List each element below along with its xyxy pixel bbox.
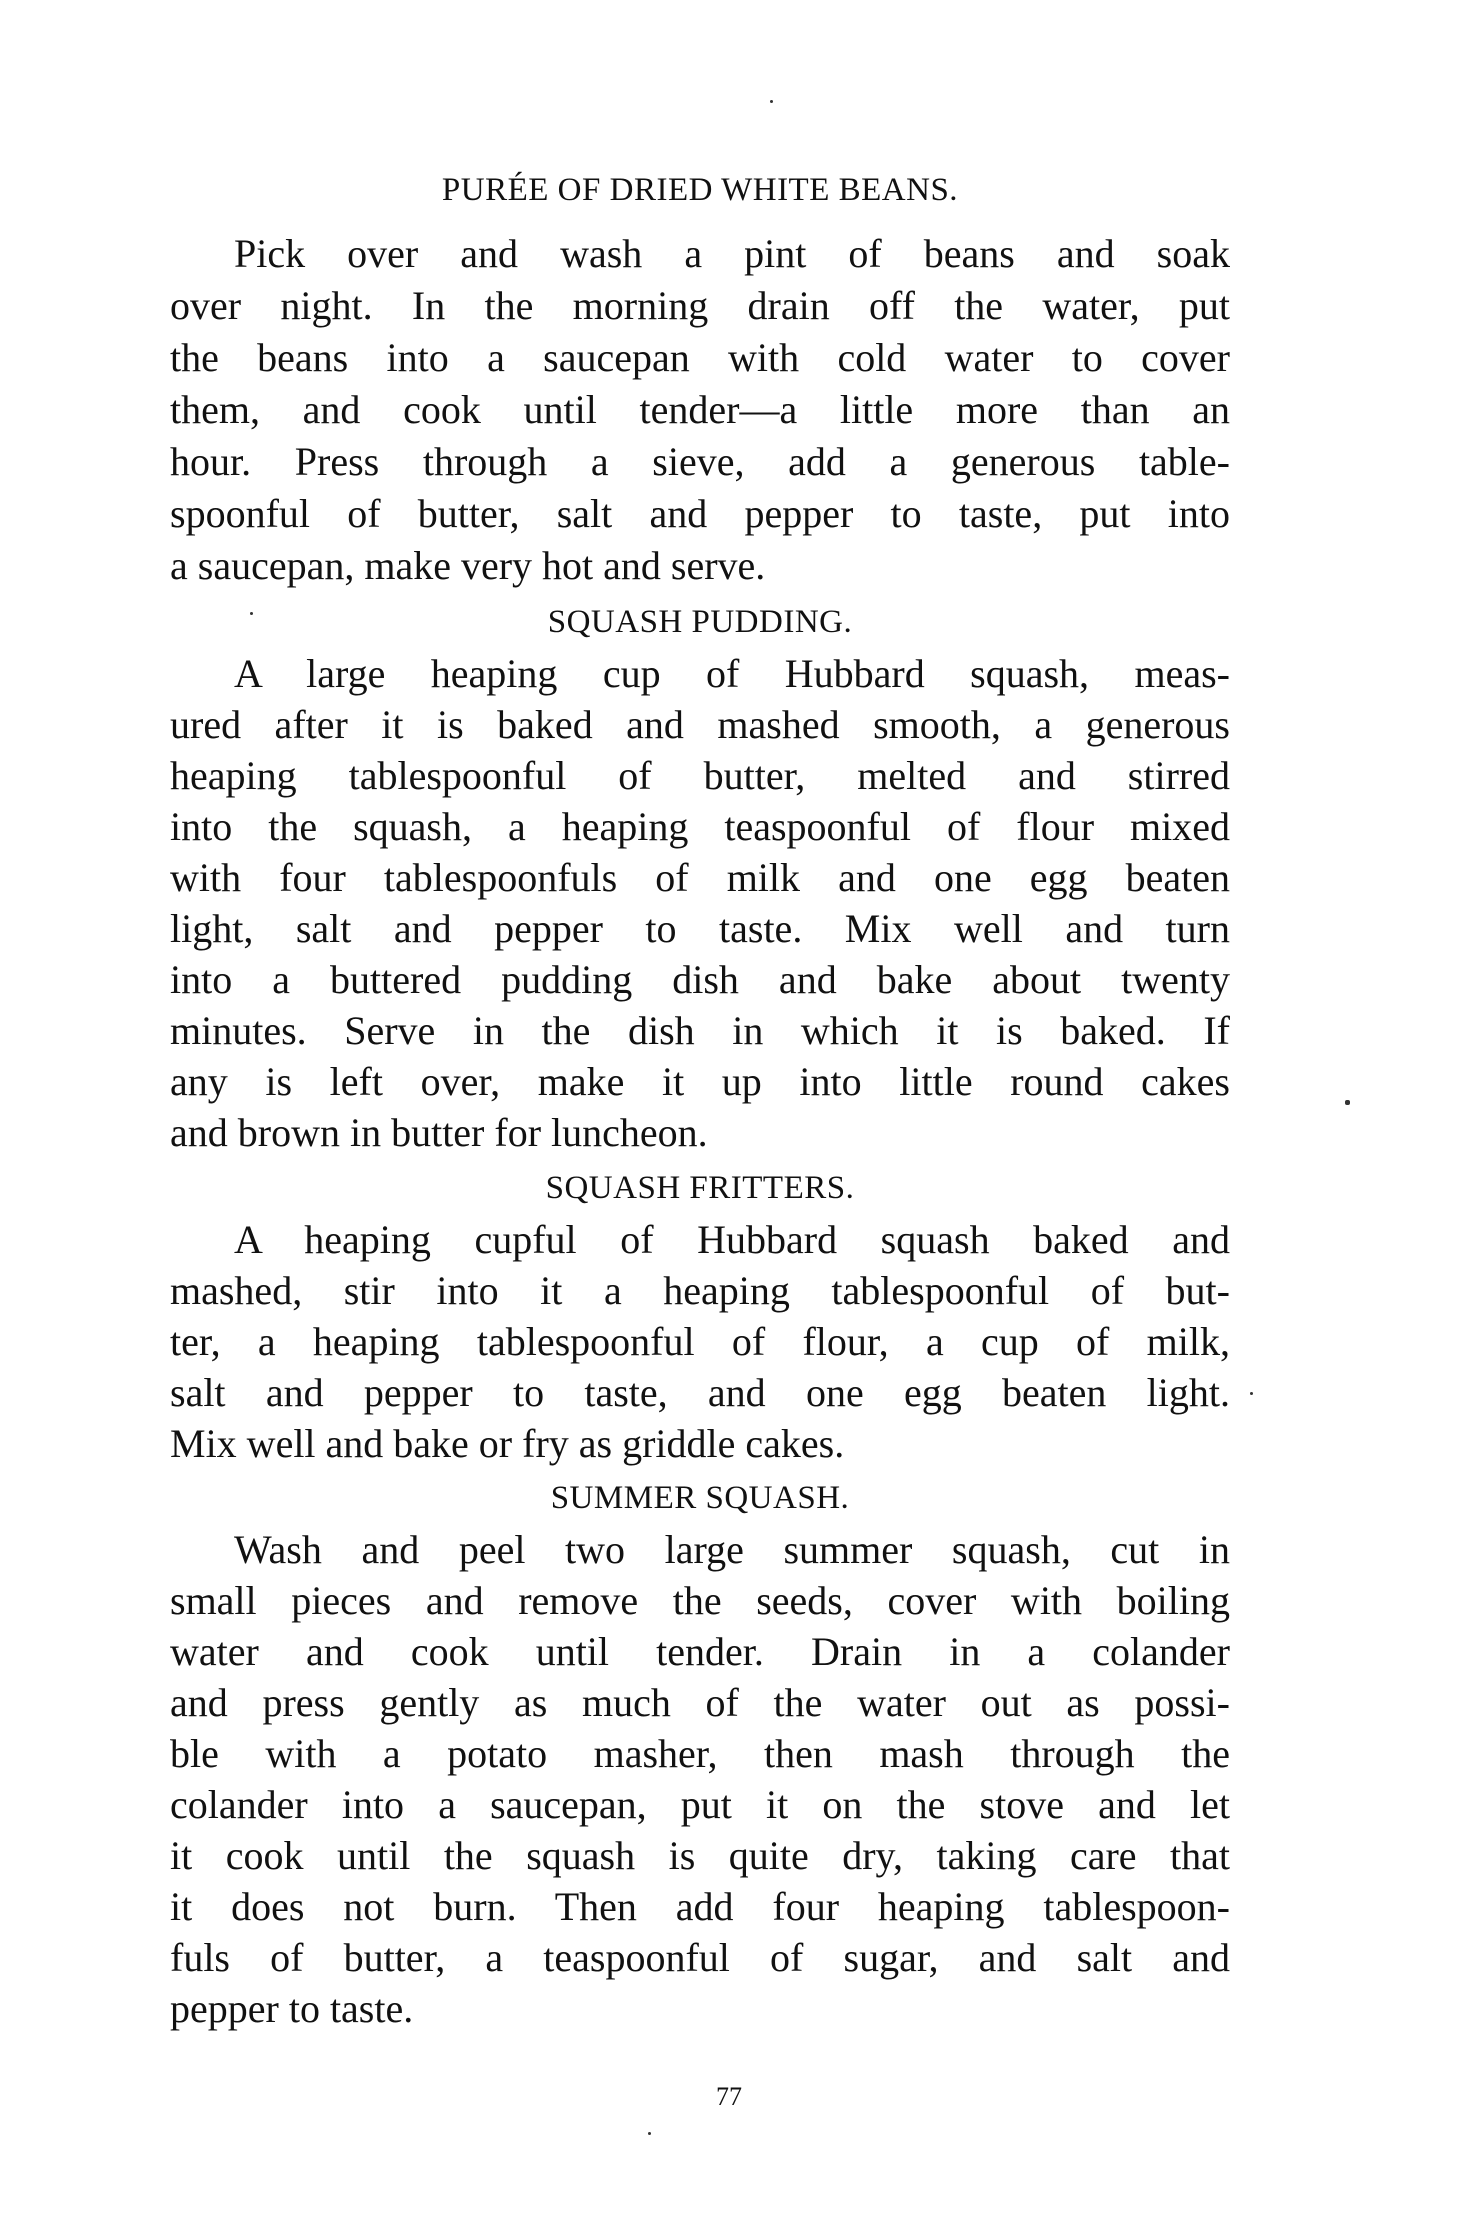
- recipe-line: the beans into a saucepan with cold water to cover: [170, 335, 1230, 380]
- scan-speck: [1345, 1100, 1350, 1105]
- recipe-line: heaping tablespoonful of butter, melted and stirred: [170, 753, 1230, 798]
- recipe-line: over night. In the morning drain off the water, put: [170, 283, 1230, 328]
- recipe-line: ble with a potato masher, then mash through the: [170, 1731, 1230, 1776]
- recipe-line: it cook until the squash is quite dry, taking care that: [170, 1833, 1230, 1878]
- recipe-line: any is left over, make it up into little round cakes: [170, 1059, 1230, 1104]
- scan-speck: [250, 612, 253, 615]
- recipe-line: A heaping cupful of Hubbard squash baked and: [234, 1217, 1230, 1262]
- recipe-line: small pieces and remove the seeds, cover with boiling: [170, 1578, 1230, 1623]
- recipe-line: into a buttered pudding dish and bake about twenty: [170, 957, 1230, 1002]
- recipe-title: SQUASH PUDDING.: [547, 604, 853, 640]
- recipe-line: them, and cook until tender—a little more than an: [170, 387, 1230, 432]
- recipe-line: ured after it is baked and mashed smooth, a generous: [170, 702, 1230, 747]
- recipe-line: into the squash, a heaping teaspoonful of flour mixed: [170, 804, 1230, 849]
- scan-speck: [648, 2132, 651, 2135]
- recipe-title: PURÉE OF DRIED WHITE BEANS.: [441, 172, 959, 208]
- recipe-line: and press gently as much of the water out as possi-: [170, 1680, 1230, 1725]
- recipe-line: fuls of butter, a teaspoonful of sugar, and salt and: [170, 1935, 1230, 1980]
- recipe-line: minutes. Serve in the dish in which it is baked. If: [170, 1008, 1230, 1053]
- recipe-line: A large heaping cup of Hubbard squash, meas-: [234, 651, 1230, 696]
- recipe-line: salt and pepper to taste, and one egg beaten light.: [170, 1370, 1230, 1415]
- recipe-line: ter, a heaping tablespoonful of flour, a cup of milk,: [170, 1319, 1230, 1364]
- recipe-line: Wash and peel two large summer squash, cut in: [234, 1527, 1230, 1572]
- recipe-line: Pick over and wash a pint of beans and soak: [234, 231, 1230, 276]
- recipe-line: colander into a saucepan, put it on the stove and let: [170, 1782, 1230, 1827]
- recipe-line: Mix well and bake or fry as griddle cakes.: [170, 1421, 845, 1466]
- recipe-line: and brown in butter for luncheon.: [170, 1110, 708, 1155]
- scan-speck: [770, 100, 773, 103]
- recipe-title: SUMMER SQUASH.: [550, 1480, 850, 1516]
- page-number: 77: [716, 2082, 742, 2111]
- recipe-line: light, salt and pepper to taste. Mix well and turn: [170, 906, 1230, 951]
- recipe-line: with four tablespoonfuls of milk and one egg beaten: [170, 855, 1230, 900]
- recipe-line: mashed, stir into it a heaping tablespoonful of but-: [170, 1268, 1230, 1313]
- recipe-title: SQUASH FRITTERS.: [545, 1170, 855, 1206]
- recipe-line: it does not burn. Then add four heaping tablespoon-: [170, 1884, 1230, 1929]
- recipe-line: pepper to taste.: [170, 1986, 414, 2031]
- recipe-line: hour. Press through a sieve, add a generous table-: [170, 439, 1230, 484]
- recipe-line: a saucepan, make very hot and serve.: [170, 543, 766, 588]
- scan-speck: [1250, 1392, 1253, 1395]
- recipe-line: spoonful of butter, salt and pepper to taste, put into: [170, 491, 1230, 536]
- recipe-line: water and cook until tender. Drain in a colander: [170, 1629, 1230, 1674]
